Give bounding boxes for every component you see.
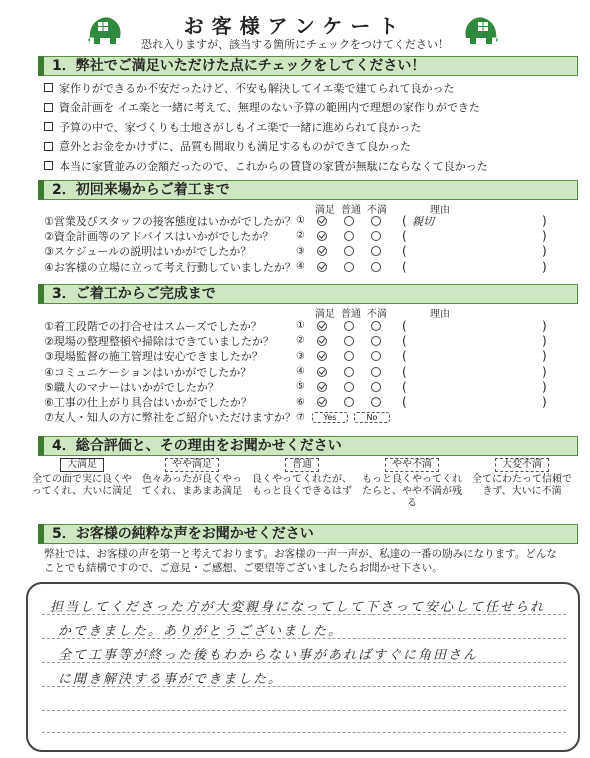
radio-unsatisfied[interactable] xyxy=(371,246,381,256)
section1-title: 1．弊社でご満足いただけた点にチェックをしてください！ xyxy=(38,56,578,76)
section2-column-header: 満足 普通 不満 理由 xyxy=(315,205,450,216)
radio-satisfied[interactable] xyxy=(317,321,327,331)
radio-satisfied[interactable] xyxy=(317,231,327,241)
check-item[interactable]: 意外とお金をかけずに、品質も間取りも満足するものができて良かった xyxy=(44,137,584,157)
comment-line-text: 担当してくださった方が大変親身になってして下さって安心して任せられ xyxy=(50,600,546,615)
radio-normal[interactable] xyxy=(344,262,354,272)
radio-unsatisfied[interactable] xyxy=(371,382,381,392)
radio-unsatisfied[interactable] xyxy=(371,351,381,361)
radio-normal[interactable] xyxy=(344,382,354,392)
radio-unsatisfied[interactable] xyxy=(371,216,381,226)
radio-unsatisfied[interactable] xyxy=(371,231,381,241)
checkbox[interactable] xyxy=(44,161,53,170)
no-option[interactable]: No xyxy=(354,412,390,423)
check-item[interactable]: 資金計画を イエ楽と一緒に考えて、無理のない予算の範囲内で理想の家作りができた xyxy=(44,98,584,118)
radio-satisfied[interactable] xyxy=(317,351,327,361)
header xyxy=(0,0,590,56)
check-item[interactable]: 本当に家賃並みの金額だったので、これからの賃貸の家賃が無駄にならなくて良かった xyxy=(44,156,584,176)
radio-satisfied[interactable] xyxy=(317,382,327,392)
radio-satisfied[interactable] xyxy=(317,216,327,226)
radio-unsatisfied[interactable] xyxy=(371,336,381,346)
section2-title: 2．初回来場からご着工まで xyxy=(38,180,578,200)
section2-questions xyxy=(44,213,584,274)
radio-unsatisfied[interactable] xyxy=(371,397,381,407)
section3-title: 3．ご着工からご完成まで xyxy=(38,284,578,304)
radio-normal[interactable] xyxy=(344,216,354,226)
radio-normal[interactable] xyxy=(344,367,354,377)
elephant-mascot-icon xyxy=(462,12,502,46)
section4-title: 4．総合評価と、その理由をお聞かせください xyxy=(38,436,578,456)
question-row: ③現場監督の施工管理は安心できましたか？ ③ ( ) xyxy=(44,349,547,364)
question-row: ②資金計画等のアドバイスはいかがでしたか？ ② ( ) xyxy=(44,228,547,243)
radio-satisfied[interactable] xyxy=(317,367,327,377)
rating-normal[interactable]: 普通 良くやってくれたが、もっと良くできるはず xyxy=(252,459,352,497)
yes-option[interactable]: Yes xyxy=(312,412,348,423)
radio-unsatisfied[interactable] xyxy=(371,262,381,272)
checkbox[interactable] xyxy=(44,83,53,92)
question-row: ④お客様の立場に立って考え行動していましたか？ ④ ( ) xyxy=(44,259,547,274)
section3-questions xyxy=(44,318,584,425)
check-item[interactable]: 予算の中で、家づくりも土地さがしもイエ楽で一緒に進められて良かった xyxy=(44,117,584,137)
page-subtitle: 恐れ入りますが、該当する箇所にチェックをつけてください！ xyxy=(141,38,449,51)
comment-line-text: かできました。ありがとうございました。 xyxy=(58,624,344,639)
checkbox[interactable] xyxy=(44,142,53,151)
page-title: お客様アンケート xyxy=(183,14,407,38)
radio-normal[interactable] xyxy=(344,321,354,331)
radio-normal[interactable] xyxy=(344,231,354,241)
question-row: ⑤職人のマナーはいかがでしたか？ ⑤ ( ) xyxy=(44,379,547,394)
radio-normal[interactable] xyxy=(344,397,354,407)
rating-very-satisfied[interactable]: 大満足 全ての面で実に良くやってくれ、大いに満足 xyxy=(31,459,133,497)
question-row: ②現場の整理整頓や掃除はできていましたか？ ② ( ) xyxy=(44,333,547,348)
comment-textarea[interactable] xyxy=(26,582,580,752)
section1-checklist xyxy=(44,78,584,176)
rating-very-unsatisfied[interactable]: 大変不満 全てにわたって信頼できず、大いに不満 xyxy=(472,459,572,497)
radio-unsatisfied[interactable] xyxy=(371,321,381,331)
radio-satisfied[interactable] xyxy=(317,262,327,272)
question-row: ①着工段階での打合せはスムーズでしたか？ ① ( ) xyxy=(44,318,547,333)
rating-somewhat-unsatisfied[interactable]: やや不満 もっと良くやってくれたらと、やや不満が残る xyxy=(362,459,462,509)
section5-intro: 弊社では、お客様の声を第一と考えております。お客様の一声一声が、私達の一番の励みになります。どんなことでも結構ですので、ご意見・ご感想、ご要望等ございましたらお聞かせ下さい。 xyxy=(44,548,557,574)
radio-normal[interactable] xyxy=(344,336,354,346)
section3-column-header: 満足 普通 不満 理由 xyxy=(315,309,450,320)
checkbox[interactable] xyxy=(44,122,53,131)
question-row: ①営業及びスタッフの接客態度はいかがでしたか？ ① ( 親切 ) xyxy=(44,213,547,228)
question-row: ③スケジュールの説明はいかがでしたか？ ③ ( ) xyxy=(44,244,547,259)
check-item[interactable]: 家作りができるか不安だったけど、不安も解決してイエ楽で建てられて良かった xyxy=(44,78,584,98)
radio-satisfied[interactable] xyxy=(317,397,327,407)
radio-satisfied[interactable] xyxy=(317,246,327,256)
rating-somewhat-satisfied[interactable]: やや満足 色々あったが良くやってくれ、まあまあ満足 xyxy=(141,459,243,497)
checkbox[interactable] xyxy=(44,103,53,112)
comment-line-text: に聞き解決する事ができました。 xyxy=(58,672,284,687)
radio-normal[interactable] xyxy=(344,246,354,256)
overall-rating xyxy=(30,458,580,522)
question-row-referral: ⑦友人・知人の方に弊社をご紹介いただけますか？ ⑦ Yes No xyxy=(44,410,584,425)
question-row: ⑥工事の仕上がり具合はいかがでしたか？ ⑥ ( ) xyxy=(44,395,547,410)
comment-line-text: 全て工事等が終った後もわからない事があればすぐに角田さん xyxy=(58,648,479,663)
radio-normal[interactable] xyxy=(344,351,354,361)
reason-input[interactable]: 親切 xyxy=(412,214,434,228)
question-row: ④コミュニケーションはいかがでしたか？ ④ ( ) xyxy=(44,364,547,379)
section5-title: 5．お客様の純粋な声をお聞かせください xyxy=(38,524,578,544)
radio-satisfied[interactable] xyxy=(317,336,327,346)
radio-unsatisfied[interactable] xyxy=(371,367,381,377)
